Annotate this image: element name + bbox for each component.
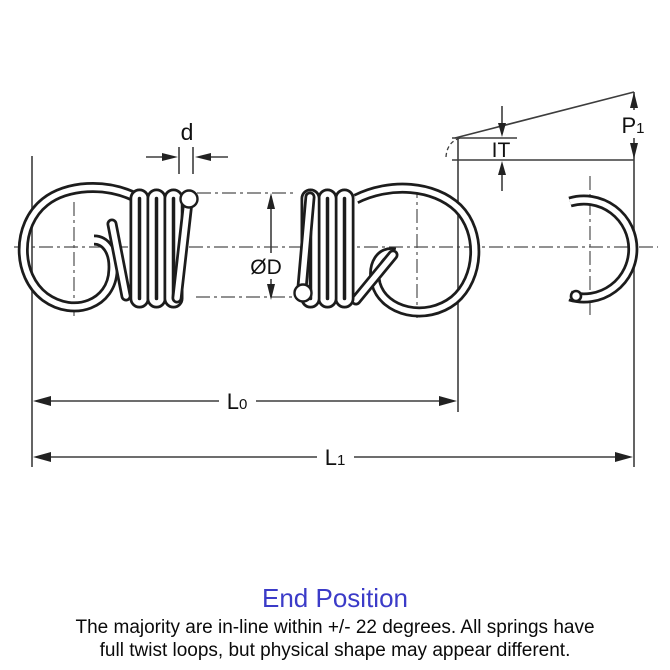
l1-label-main: L (324, 445, 337, 470)
l1-arrow-right-head-icon (615, 452, 633, 462)
l0-arrow-right-head-icon (439, 396, 457, 406)
wire-end-section-bottom (293, 283, 312, 303)
d-label: d (180, 119, 194, 145)
l0-label-main: L (226, 389, 239, 414)
l0-arrow-left-head-icon (33, 396, 51, 406)
p1-arrow-down-head-icon (630, 143, 638, 159)
od-arrow-up-head-icon (267, 193, 275, 209)
dimension-l0 (33, 387, 457, 414)
l1-label-sub: 1 (336, 452, 346, 469)
p1-label-main: P (621, 113, 637, 138)
wire-tip-detail (571, 291, 581, 301)
right-hook-loop (356, 188, 475, 312)
coil-section-right (293, 194, 349, 303)
od-label: ØD (250, 256, 282, 279)
d-arrow-right-head-icon (195, 153, 211, 161)
disclaimer-line-2: full twist loops, but physical shape may appear different. (99, 639, 571, 661)
it-arrow-up-head-icon (498, 161, 506, 175)
it-label: IT (491, 139, 511, 162)
dimension-it (492, 106, 511, 191)
dimension-p1 (618, 92, 649, 159)
l1-arrow-left-head-icon (33, 452, 51, 462)
p1-label-sub: 1 (636, 120, 645, 137)
end-position-title: End Position (262, 583, 408, 613)
d-arrow-left-head-icon (162, 153, 178, 161)
disclaimer-caption (0, 617, 670, 662)
end-view-hook (570, 200, 633, 301)
dimension-d (146, 119, 228, 174)
disclaimer-line-1: The majority are in-line within +/- 22 degrees. All springs have (75, 617, 595, 638)
p1-slope-line (455, 92, 637, 138)
coil-section-left (135, 189, 198, 303)
it-arrow-down-head-icon (498, 123, 506, 137)
dimension-l1 (33, 443, 633, 470)
spring-body (23, 187, 633, 312)
p1-arrow-up-head-icon (630, 92, 638, 108)
l0-label-sub: 0 (238, 396, 248, 413)
